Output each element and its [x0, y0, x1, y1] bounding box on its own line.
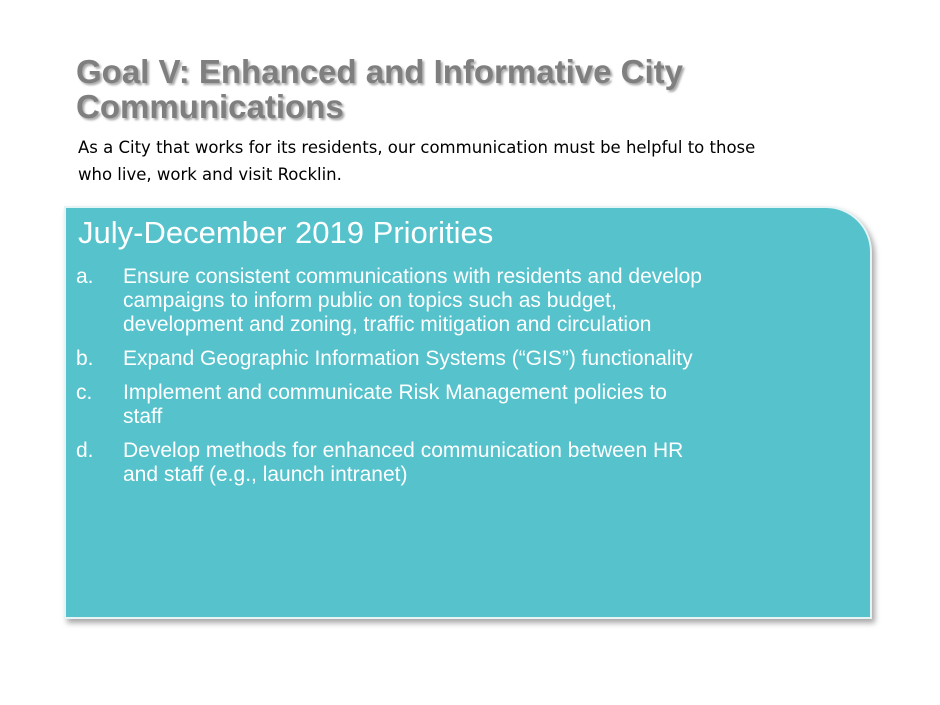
slide-subtitle-line-1: As a City that works for its residents, our communication must be helpful to those [78, 138, 756, 157]
priority-marker: b. [76, 347, 94, 370]
priority-item-b [76, 347, 856, 371]
slide-title-line-1: Goal V: Enhanced and Informative City [76, 53, 683, 90]
priority-item-a [76, 265, 856, 337]
priority-text-line: development and zoning, traffic mitigation and circulation [123, 313, 652, 336]
priorities-panel [64, 206, 872, 619]
priority-text-line: Develop methods for enhanced communication between HR [123, 439, 684, 462]
priority-item-c [76, 381, 856, 429]
priority-marker: a. [76, 265, 94, 288]
priorities-heading: July-December 2019 Priorities [78, 215, 494, 250]
slide-subtitle-line-2: who live, work and visit Rocklin. [78, 165, 342, 184]
priority-item-d [76, 439, 856, 487]
priority-text-line: staff [123, 405, 163, 428]
priority-text-line: campaigns to inform public on topics such as budget, [123, 289, 617, 312]
slide-title [76, 54, 876, 124]
priority-text-line: Ensure consistent communications with residents and develop [123, 265, 702, 288]
priorities-list [76, 265, 856, 497]
slide-subtitle [78, 134, 878, 188]
priority-text-line: and staff (e.g., launch intranet) [123, 463, 408, 486]
priority-text-line: Expand Geographic Information Systems (“GIS”) functionality [123, 347, 693, 370]
priority-marker: d. [76, 439, 94, 462]
priority-marker: c. [76, 381, 93, 404]
slide-title-line-2: Communications [76, 88, 344, 125]
priority-text-line: Implement and communicate Risk Management policies to [123, 381, 667, 404]
